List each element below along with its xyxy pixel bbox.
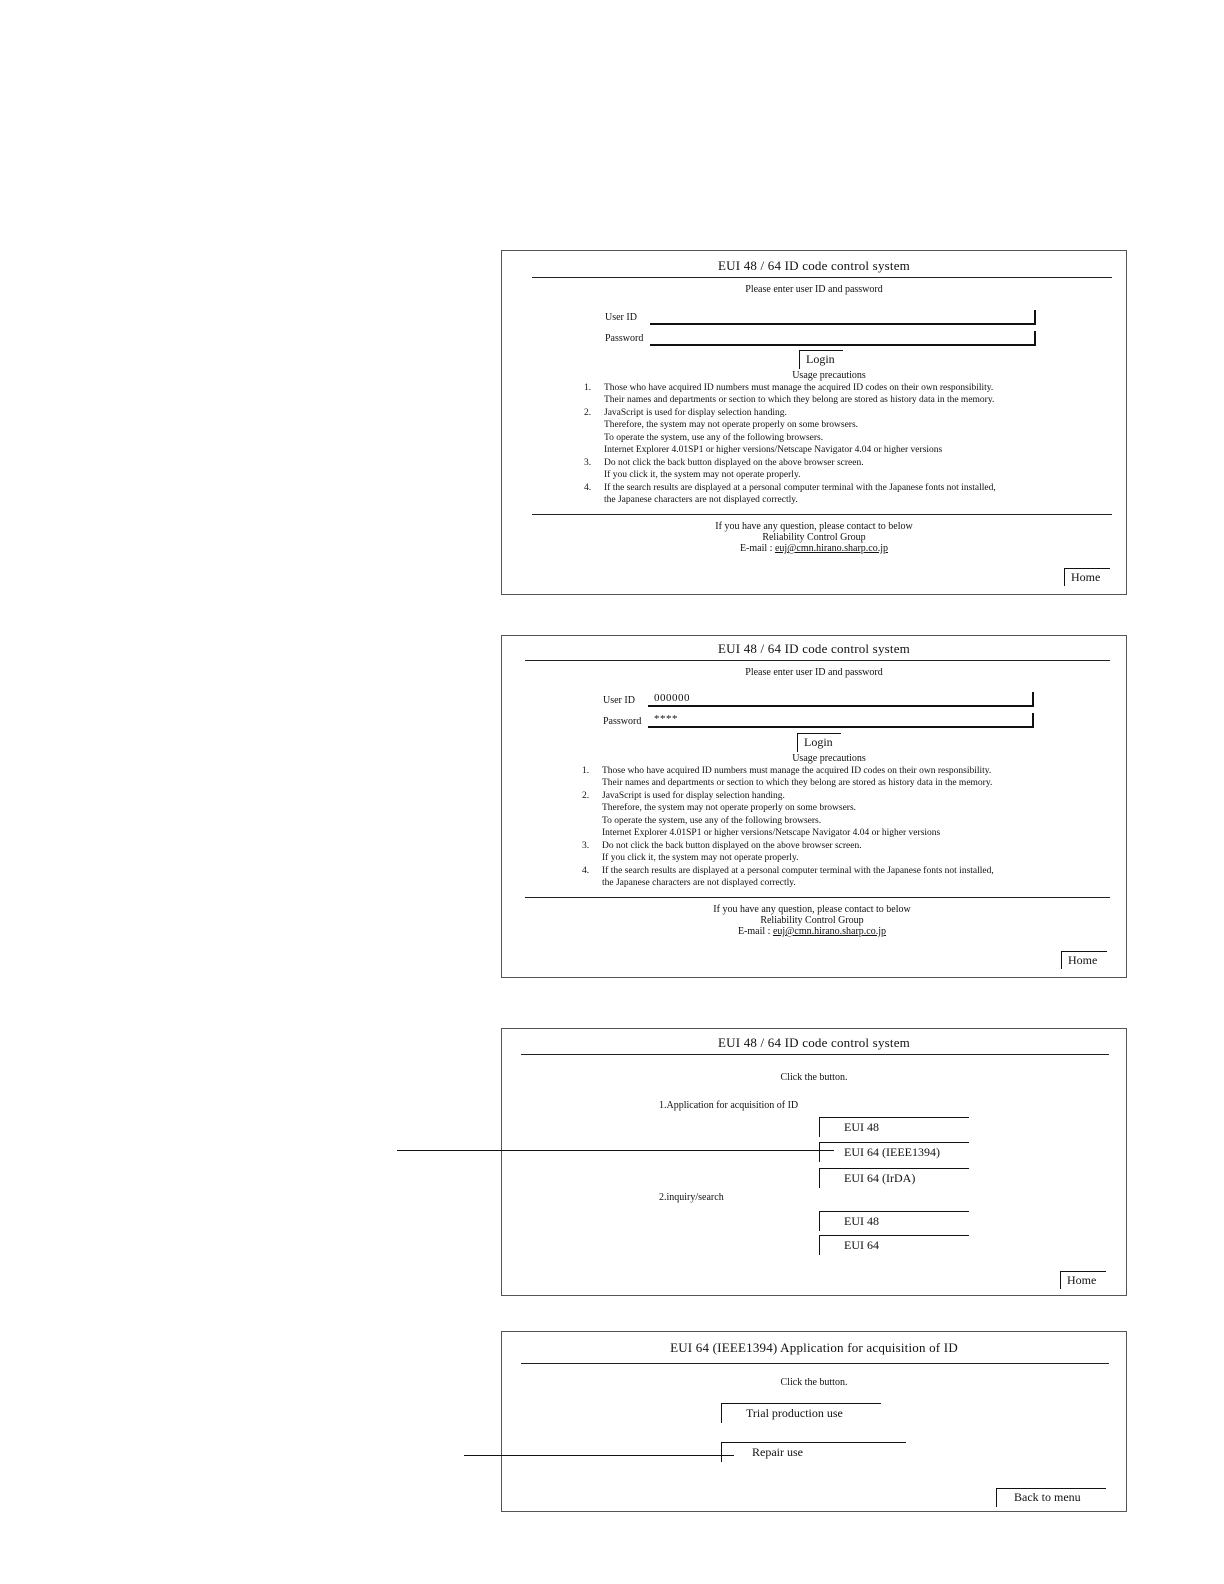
section-application-label: 1.Application for acquisition of ID (659, 1100, 799, 1111)
menu-panel (501, 1028, 1127, 1296)
password-label: Password (603, 716, 642, 727)
contact-rule (532, 514, 1112, 515)
title-rule (521, 1363, 1109, 1364)
leader-line-repair-use (464, 1455, 734, 1456)
email-link[interactable]: euj@cmn.hirano.sharp.co.jp (772, 926, 887, 937)
contact-block (498, 904, 1126, 937)
section-inquiry-label: 2.inquiry/search (659, 1192, 724, 1203)
title-rule (525, 660, 1110, 661)
home-button[interactable]: Home (1064, 568, 1110, 586)
contact-email-line: E-mail : euj@cmn.hirano.sharp.co.jp (737, 926, 887, 937)
inquiry-eui48-button[interactable]: EUI 48 (819, 1211, 969, 1231)
application-panel (501, 1331, 1127, 1512)
login-button[interactable]: Login (799, 350, 843, 369)
title-rule (532, 277, 1112, 278)
trial-production-use-button[interactable]: Trial production use (721, 1403, 881, 1423)
title-rule (521, 1054, 1109, 1055)
login-panel-filled (501, 635, 1127, 978)
home-button[interactable]: Home (1061, 951, 1107, 969)
apply-eui64-ieee1394-button[interactable]: EUI 64 (IEEE1394) (819, 1142, 969, 1162)
precautions-list (582, 765, 994, 890)
precaution-item: 2. JavaScript is used for display selection handing. Therefore, the system may not operate properly on some browsers. To operate the system, use any of the following browsers. Internet Explorer 4.01SP1 or higher versions/Netscape Navigator 4.04 or higher versions (584, 407, 943, 456)
apply-eui48-button[interactable]: EUI 48 (819, 1117, 969, 1137)
contact-group: Reliability Control Group (762, 532, 866, 543)
user-id-input[interactable]: 000000 (648, 692, 1034, 707)
precautions-title: Usage precautions (792, 370, 866, 381)
apply-eui64-irda-button[interactable]: EUI 64 (IrDA) (819, 1168, 969, 1188)
precaution-item: 1. Those who have acquired ID numbers must manage the acquired ID codes on their own responsibility. Their names and departments or section to which they belong are stored as history data in the memory. (584, 383, 995, 406)
precautions-title: Usage precautions (792, 753, 866, 764)
user-id-label: User ID (603, 695, 635, 706)
contact-group: Reliability Control Group (760, 915, 864, 926)
precaution-item: 3. Do not click the back button displayed on the above browser screen. If you click it, the system may not operate properly. (584, 457, 864, 481)
user-id-input[interactable] (650, 310, 1036, 325)
precaution-item: 4. If the search results are displayed at a personal computer terminal with the Japanese fonts not installed, the Japanese characters are not displayed correctly. (584, 482, 996, 506)
precaution-item: 1. Those who have acquired ID numbers must manage the acquired ID codes on their own responsibility. Their names and departments or section to which they belong are stored as history data in the memory. (582, 766, 993, 789)
contact-line: If you have any question, please contact to below (713, 904, 911, 915)
panel-title: EUI 48 / 64 ID code control system (717, 258, 910, 273)
password-label: Password (605, 333, 644, 344)
user-id-label: User ID (605, 312, 637, 323)
panel-title: EUI 64 (IEEE1394) Application for acquisition of ID (670, 1340, 958, 1355)
repair-use-button[interactable]: Repair use (721, 1442, 906, 1462)
precautions-list (584, 382, 996, 507)
application-instruction: Click the button. (780, 1377, 848, 1388)
panel-title: EUI 48 / 64 ID code control system (717, 641, 910, 656)
precaution-item: 2. JavaScript is used for display selection handing. Therefore, the system may not operate properly on some browsers. To operate the system, use any of the following browsers. Internet Explorer 4.01SP1 or higher versions/Netscape Navigator 4.04 or higher versions (582, 790, 941, 839)
precaution-item: 3. Do not click the back button displayed on the above browser screen. If you click it, the system may not operate properly. (582, 840, 862, 864)
contact-block (502, 521, 1126, 554)
login-button[interactable]: Login (797, 733, 841, 752)
login-panel-empty (501, 250, 1127, 595)
contact-line: If you have any question, please contact to below (715, 521, 913, 532)
contact-rule (525, 897, 1110, 898)
inquiry-eui64-button[interactable]: EUI 64 (819, 1235, 969, 1255)
contact-email-line: E-mail : euj@cmn.hirano.sharp.co.jp (739, 543, 889, 554)
panel-title: EUI 48 / 64 ID code control system (717, 1035, 910, 1050)
home-button[interactable]: Home (1060, 1271, 1106, 1289)
leader-line-eui64-ieee1394 (397, 1150, 834, 1151)
email-link[interactable]: euj@cmn.hirano.sharp.co.jp (774, 543, 889, 554)
menu-instruction: Click the button. (780, 1072, 848, 1083)
precaution-item: 4. If the search results are displayed at a personal computer terminal with the Japanese fonts not installed, the Japanese characters are not displayed correctly. (582, 865, 994, 889)
login-prompt: Please enter user ID and password (745, 284, 883, 295)
password-input[interactable]: **** (648, 713, 1034, 728)
login-prompt: Please enter user ID and password (745, 667, 883, 678)
password-input[interactable] (650, 331, 1036, 346)
back-to-menu-button[interactable]: Back to menu (996, 1488, 1106, 1507)
